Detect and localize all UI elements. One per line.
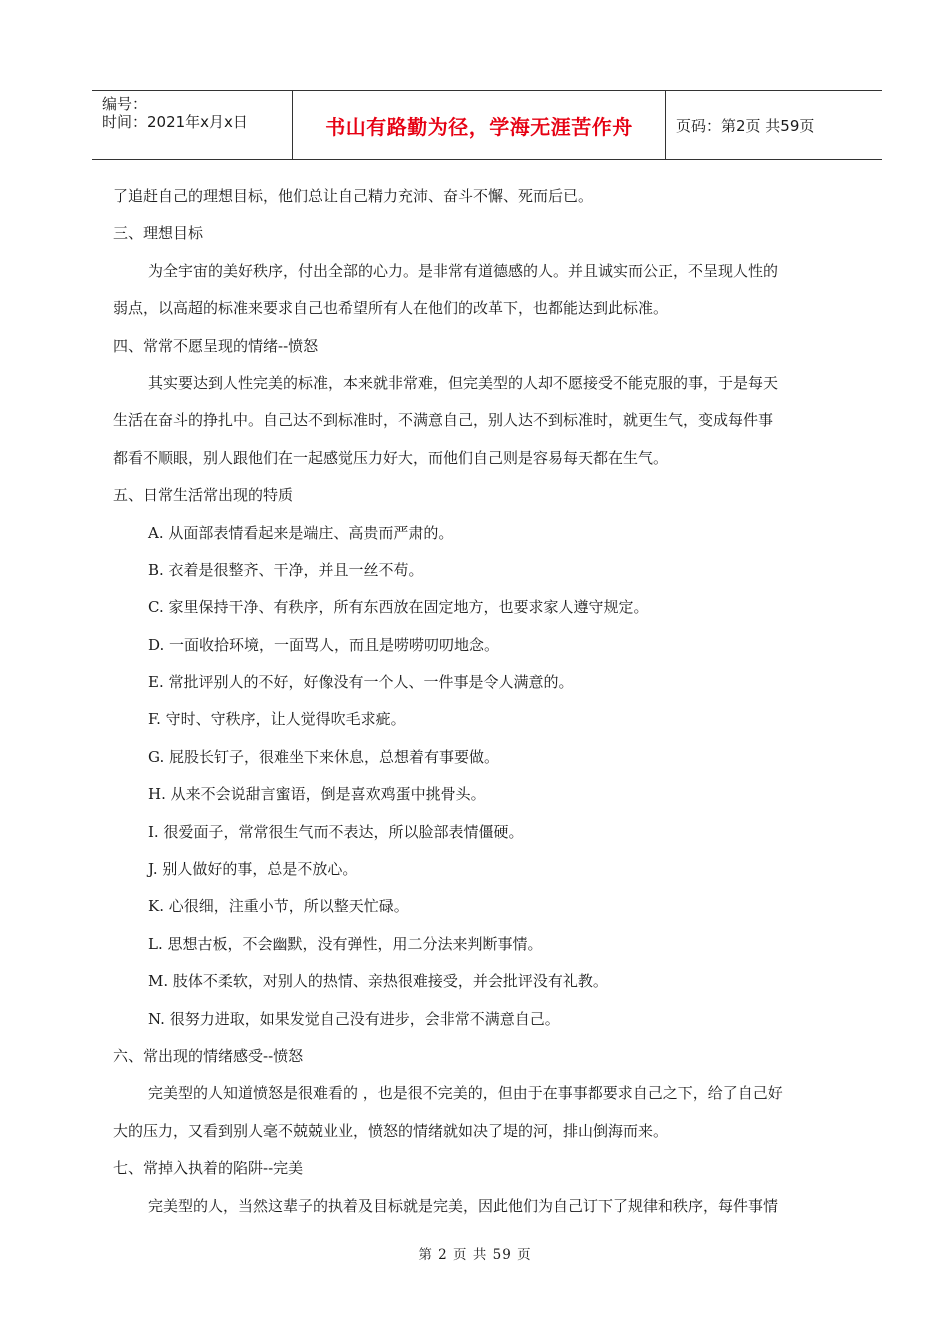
document-header (92, 90, 882, 160)
list-item: N. 很努力进取，如果发觉自己没有进步，会非常不满意自己。 (148, 1009, 560, 1028)
list-item: J. 别人做好的事，总是不放心。 (148, 860, 358, 879)
list-item: A. 从面部表情看起来是端庄、高贵而严肃的。 (148, 523, 454, 542)
list-item: C. 家里保持干净、有秩序，所有东西放在固定地方，也要求家人遵守规定。 (148, 598, 649, 617)
list-item: E. 常批评别人的不好，好像没有一个人、一件事是令人满意的。 (148, 673, 574, 692)
list-item: G. 屁股长钉子，很难坐下来休息，总想着有事要做。 (148, 747, 499, 766)
list-item: K. 心很细，注重小节，所以整天忙碌。 (148, 897, 409, 916)
section-heading: 四、常常不愿呈现的情绪--愤怒 (113, 336, 319, 355)
list-item: D. 一面收拾环境，一面骂人，而且是唠唠叨叨地念。 (148, 635, 500, 654)
section-heading: 三、理想目标 (113, 224, 204, 243)
body-line: 大的压力，又看到别人毫不兢兢业业，愤怒的情绪就如决了堤的河，排山倒海而来。 (113, 1121, 669, 1140)
page-footer: 第 2 页 共 59 页 (418, 1247, 532, 1263)
document-time-label: 时间：2021年x月x日 (102, 113, 248, 131)
body-line: 为全宇宙的美好秩序，付出全部的心力。是非常有道德感的人。并且诚实而公正，不呈现人性的 (148, 261, 779, 280)
list-item: H. 从来不会说甜言蜜语，倒是喜欢鸡蛋中挑骨头。 (148, 785, 486, 804)
section-heading: 六、常出现的情绪感受--愤怒 (113, 1046, 304, 1065)
section-heading: 七、常掉入执着的陷阱--完美 (113, 1159, 304, 1178)
header-meta-cell (92, 91, 292, 159)
list-item: M. 肢体不柔软，对别人的热情、亲热很难接受，并会批评没有礼教。 (148, 972, 608, 991)
body-line: 完美型的人知道愤怒是很难看的 ，也是很不完美的，但由于在事事都要求自己之下，给了自己好 (148, 1084, 783, 1103)
header-page-cell (666, 91, 882, 159)
section-heading: 五、日常生活常出现的特质 (113, 486, 294, 505)
body-line: 弱点，以高超的标准来要求自己也希望所有人在他们的改革下，也都能达到此标准。 (113, 299, 669, 318)
body-line: 都看不顺眼，别人跟他们在一起感觉压力好大，而他们自己则是容易每天都在生气。 (113, 448, 669, 467)
header-page-code: 页码：第2页 共59页 (676, 116, 815, 135)
list-item: L. 思想古板，不会幽默，没有弹性，用二分法来判断事情。 (148, 934, 543, 953)
body-line: 其实要达到人性完美的标准，本来就非常难，但完美型的人却不愿接受不能克服的事，于是每天 (148, 373, 779, 392)
document-number-label: 编号： (102, 95, 148, 113)
list-item: B. 衣着是很整齐、干净，并且一丝不苟。 (148, 560, 424, 579)
body-line: 生活在奋斗的挣扎中。自己达不到标准时，不满意自己，别人达不到标准时，就更生气，变成每件事 (113, 411, 774, 430)
body-line: 了追赶自己的理想目标，他们总让自己精力充沛、奋斗不懈、死而后已。 (113, 187, 594, 205)
list-item: I. 很爱面子，常常很生气而不表达，所以脸部表情僵硬。 (148, 822, 524, 841)
body-line: 完美型的人，当然这辈子的执着及目标就是完美，因此他们为自己订下了规律和秩序，每件事情 (148, 1196, 779, 1215)
header-motto: 书山有路勤为径，学海无涯苦作舟 (325, 114, 633, 139)
document-body (113, 178, 863, 1225)
list-item: F. 守时、守秩序，让人觉得吹毛求疵。 (148, 710, 406, 729)
header-motto-cell (292, 91, 666, 159)
